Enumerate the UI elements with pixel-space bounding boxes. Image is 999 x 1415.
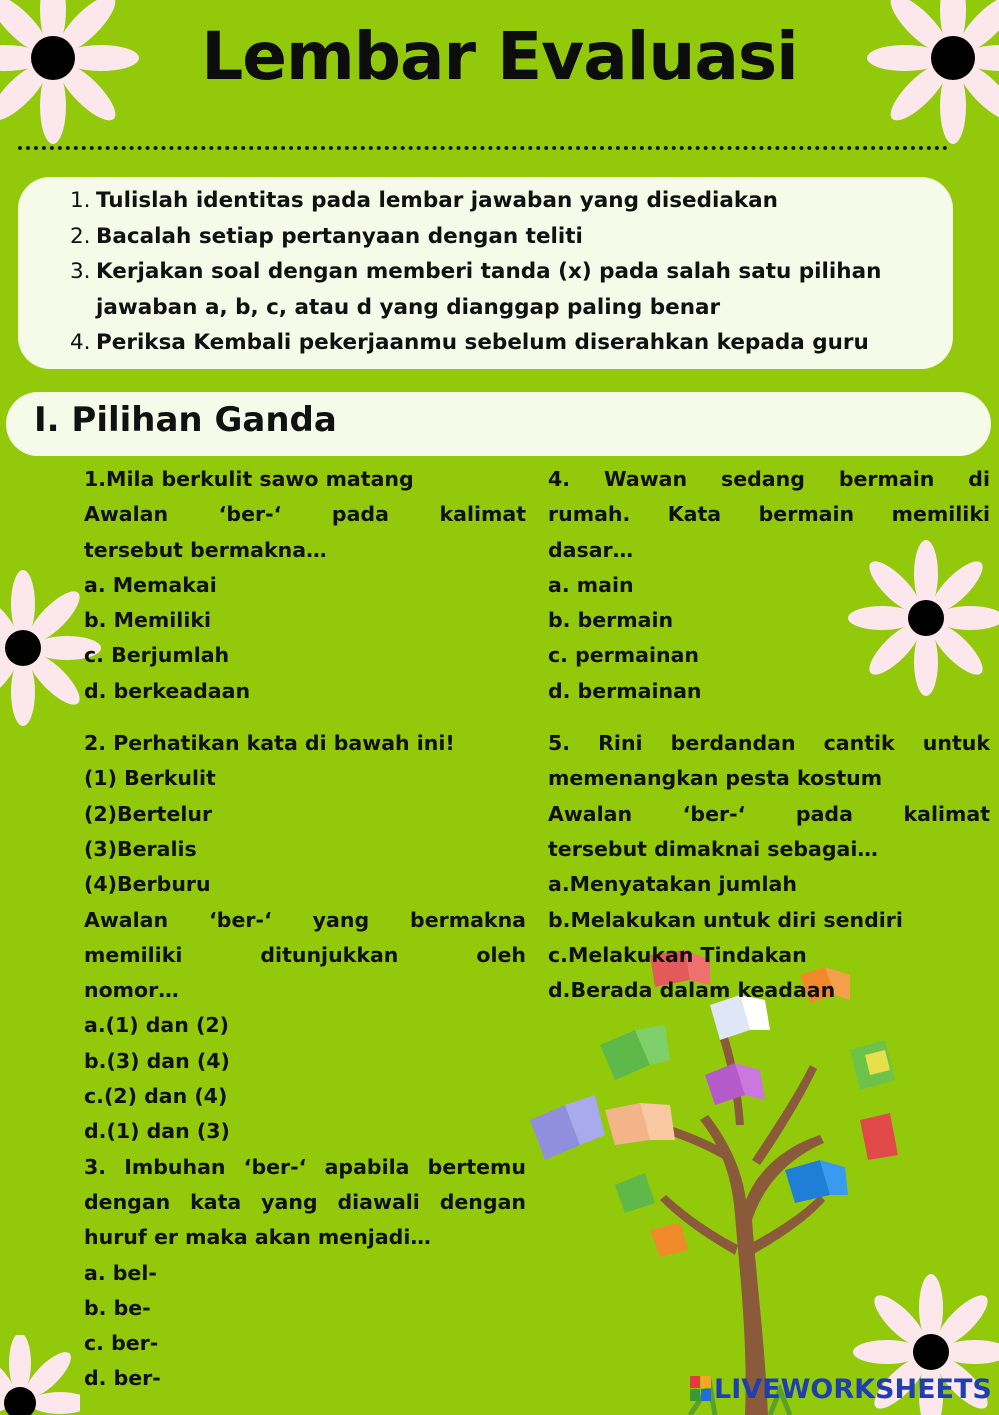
answer-option[interactable]: b. bermain <box>548 608 674 633</box>
dotted-divider <box>18 146 948 150</box>
answer-option[interactable]: b. Memiliki <box>84 608 212 633</box>
question-text: Awalan ‘ber-‘ pada kalimat <box>84 502 526 527</box>
answer-option[interactable]: a. bel- <box>84 1260 157 1285</box>
watermark-text: LIVEWORKSHEETS <box>714 1374 992 1405</box>
question-text: nomor… <box>84 978 179 1003</box>
flower-icon <box>0 1335 80 1415</box>
question-5 <box>548 726 990 1008</box>
answer-option[interactable]: c. Berjumlah <box>84 643 230 668</box>
question-text: dengan kata yang diawali dengan <box>84 1189 526 1214</box>
list-item: (3)Beralis <box>84 836 197 861</box>
book-tree-illustration <box>520 945 920 1415</box>
instructions-list <box>18 177 953 361</box>
answer-option[interactable]: b.(3) dan (4) <box>84 1048 230 1073</box>
answer-option[interactable]: c. ber- <box>84 1331 159 1356</box>
page-title: Lembar Evaluasi <box>201 18 798 95</box>
answer-option[interactable]: d. berkeadaan <box>84 678 251 703</box>
question-text: tersebut dimaknai sebagai… <box>548 836 878 861</box>
question-text: dasar… <box>548 537 634 562</box>
question-text: memenangkan pesta kostum <box>548 766 883 791</box>
answer-option[interactable]: c.(2) dan (4) <box>84 1084 228 1109</box>
instruction-item <box>18 254 953 325</box>
instruction-number: 1. <box>70 188 91 213</box>
instruction-number: 4. <box>70 330 91 355</box>
instruction-text: Tulislah identitas pada lembar jawaban yang disediakan <box>96 188 778 213</box>
answer-option[interactable]: d.(1) dan (3) <box>84 1119 230 1144</box>
question-text: rumah. Kata bermain memiliki <box>548 502 990 527</box>
question-text: 4. Wawan sedang bermain di <box>548 467 990 491</box>
answer-option[interactable]: c.Melakukan Tindakan <box>548 942 807 967</box>
answer-option[interactable]: d. ber- <box>84 1366 161 1391</box>
list-item: (1) Berkulit <box>84 766 216 791</box>
instruction-item <box>18 183 953 219</box>
answer-option[interactable]: a.Menyatakan jumlah <box>548 872 797 897</box>
list-item: (2)Bertelur <box>84 801 213 826</box>
section-header <box>6 392 991 456</box>
answer-option[interactable]: a. Memakai <box>84 572 217 597</box>
section-title: I. Pilihan Ganda <box>34 400 337 440</box>
left-column <box>84 462 526 1397</box>
question-1 <box>84 462 526 709</box>
question-text: Awalan ‘ber-‘ yang bermakna <box>84 907 526 932</box>
instruction-item <box>18 325 953 361</box>
question-3 <box>84 1150 526 1397</box>
question-text: 2. Perhatikan kata di bawah ini! <box>84 731 455 756</box>
answer-option[interactable]: b.Melakukan untuk diri sendiri <box>548 907 903 932</box>
answer-option[interactable]: c. permainan <box>548 643 700 668</box>
answer-option[interactable]: d.Berada dalam keadaan <box>548 978 836 1003</box>
question-text: memiliki ditunjukkan oleh <box>84 942 526 967</box>
answer-option[interactable]: a.(1) dan (2) <box>84 1013 230 1038</box>
question-text: 5. Rini berdandan cantik untuk <box>548 731 990 756</box>
question-text: Awalan ‘ber-‘ pada kalimat <box>548 801 990 826</box>
instruction-text: Periksa Kembali pekerjaanmu sebelum diserahkan kepada guru <box>96 330 869 355</box>
right-column <box>548 462 990 1008</box>
instruction-number: 3. <box>70 259 91 284</box>
answer-option[interactable]: b. be- <box>84 1295 151 1320</box>
answer-option[interactable]: d. bermainan <box>548 678 702 703</box>
instruction-text: Kerjakan soal dengan memberi tanda (x) pada salah satu pilihan jawaban a, b, c, atau d yang dianggap paling benar <box>96 259 882 320</box>
instruction-number: 2. <box>70 223 91 249</box>
question-4 <box>548 462 990 709</box>
instruction-text: Bacalah setiap pertanyaan dengan teliti <box>96 223 583 249</box>
instruction-item <box>18 219 953 255</box>
question-2 <box>84 726 526 1150</box>
question-text: huruf er maka akan menjadi… <box>84 1225 431 1250</box>
answer-option[interactable]: a. main <box>548 572 634 597</box>
question-text: 1.Mila berkulit sawo matang <box>84 467 414 491</box>
liveworksheets-watermark[interactable] <box>690 1374 992 1405</box>
question-text: tersebut bermakna… <box>84 537 327 562</box>
instructions-panel <box>18 177 953 369</box>
question-text: 3. Imbuhan ‘ber-‘ apabila bertemu <box>84 1154 526 1179</box>
liveworksheets-logo-icon <box>690 1376 712 1402</box>
list-item: (4)Berburu <box>84 872 211 897</box>
